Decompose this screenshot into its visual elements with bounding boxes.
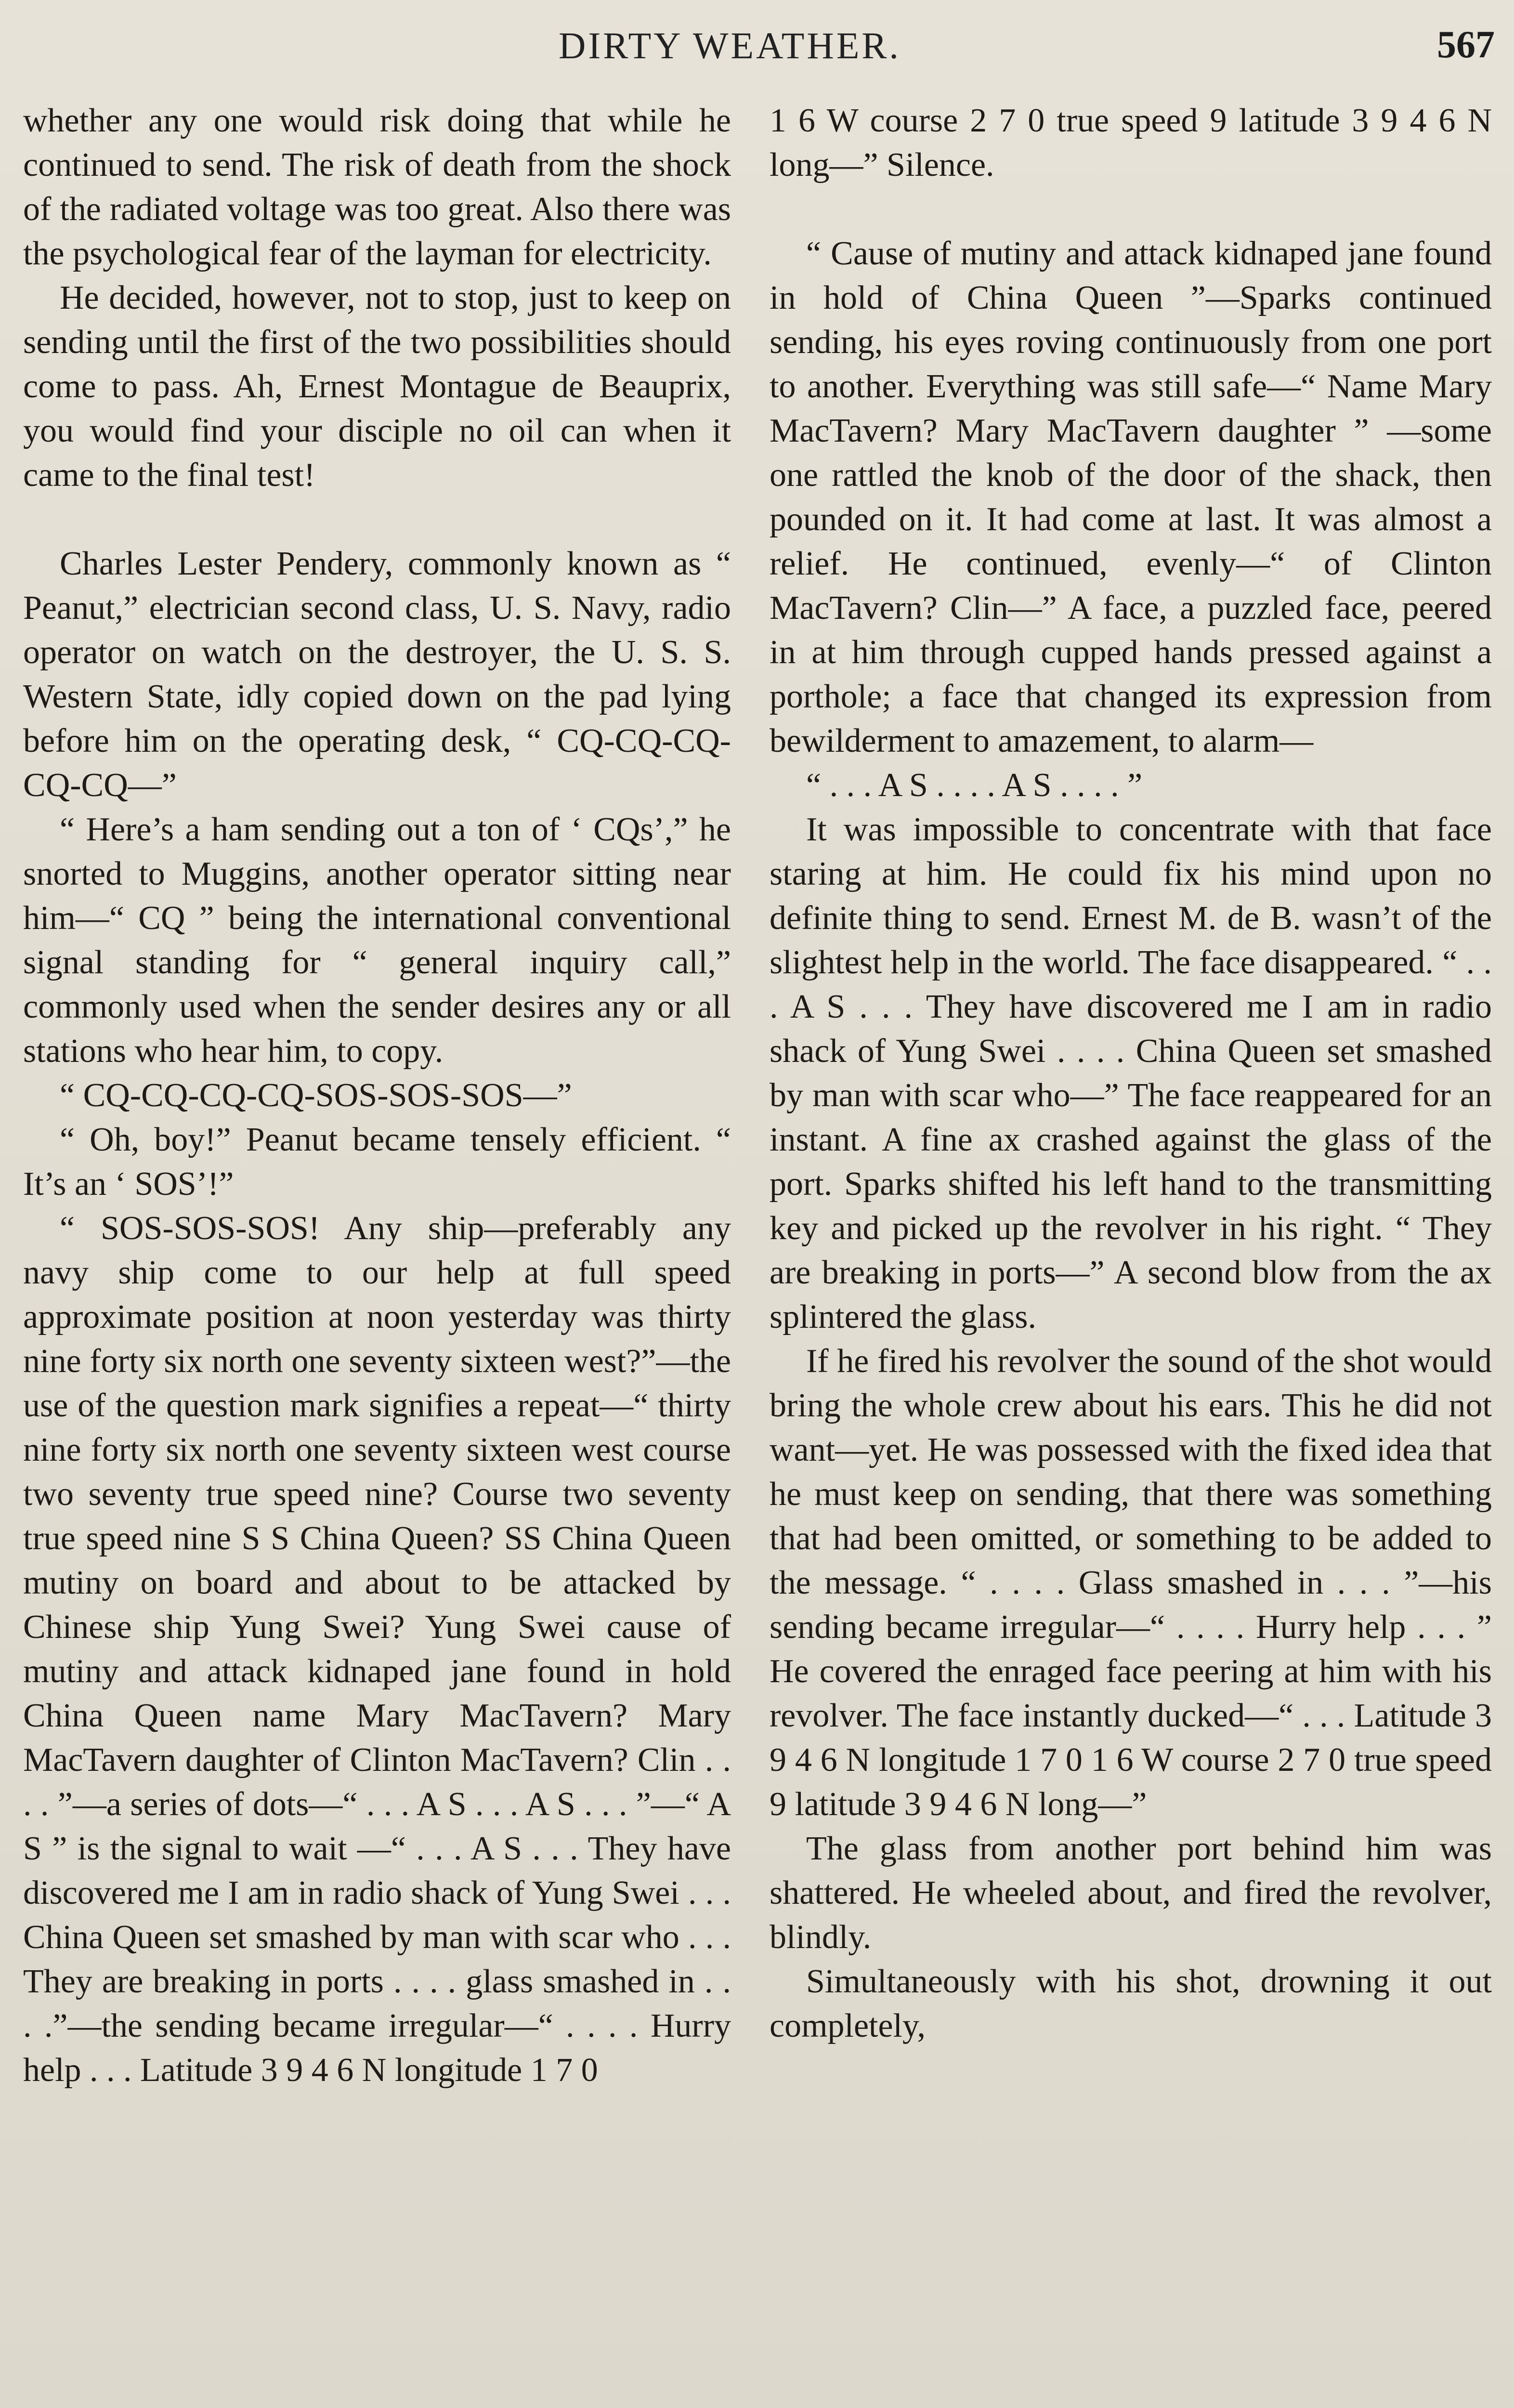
paragraph: 1 6 W course 2 7 0 true speed 9 latitude 3 9 4 6 N long—” Silence. xyxy=(770,102,1492,183)
paragraph: It was impossible to concentrate with that face staring at him. He could fix his mind upon no definite thing to send. Ernest M. de B. wasn’t of the slightest help in the world. The face disappeared. “ . . . A S . . . They have discovered me I am in radio shack of Yung Swei . . . . China Queen set smashed by man with scar who—” The face reappeared for an instant. A fine ax crashed against the glass of the port. Sparks shifted his left hand to the transmitting key and picked up the revolver in his right. “ They are breaking in ports—” A second blow from the ax splintered the glass. xyxy=(770,811,1492,1335)
paragraph: Simultaneously with his shot, drowning it out completely, xyxy=(770,1963,1492,2044)
page-header xyxy=(0,14,1514,72)
paragraph: Charles Lester Pendery, commonly known as “ Peanut,” electrician second class, U. S. Navy, radio operator on watch on the destroyer, the U. S. S. Western State, idly copied down on the pad lying before him on the operating desk, “ CQ-CQ-CQ-CQ-CQ—” xyxy=(23,545,731,804)
page-number: 567 xyxy=(1437,24,1495,66)
paragraph: “ CQ-CQ-CQ-CQ-SOS-SOS-SOS—” xyxy=(60,1077,572,1114)
paragraph: whether any one would risk doing that while he continued to send. The risk of death from the shock of the radiated voltage was too great. Also there was the psychological fear of the layman for electricity. xyxy=(23,102,731,272)
right-column xyxy=(770,99,1492,2048)
paragraph: “ Cause of mutiny and attack kidnaped jane found in hold of China Queen ”—Sparks continued sending, his eyes roving continuously from one port to another. Everything was still safe—“ Name Mary MacTavern? Mary MacTavern daughter ” —some one rattled the knob of the door of the shack, then pounded on it. It had come at last. It was almost a relief. He continued, evenly—“ of Clinton MacTavern? Clin—” A face, a puzzled face, peered in at him through cupped hands pressed against a porthole; a face that changed its expression from bewilderment to amazement, to alarm— xyxy=(770,235,1492,759)
paragraph: “ Oh, boy!” Peanut became tensely efficient. “ It’s an ‘ SOS’!” xyxy=(23,1121,731,1203)
paragraph: If he fired his revolver the sound of the shot would bring the whole crew about his ears. This he did not want—yet. He was possessed with the fixed idea that he must keep on sending, that there was something that had been omitted, or something to be added to the message. “ . . . . Glass smashed in . . . ”—his sending became irregular—“ . . . . Hurry help . . . ” He covered the enraged face peering at him with his revolver. The face instantly ducked—“ . . . Latitude 3 9 4 6 N longitude 1 7 0 1 6 W course 2 7 0 true speed 9 latitude 3 9 4 6 N long—” xyxy=(770,1343,1492,1823)
running-head: DIRTY WEATHER. xyxy=(559,25,901,66)
paragraph: “ SOS-SOS-SOS! Any ship—preferably any navy ship come to our help at full speed approximate position at noon yesterday was thirty nine forty six north one seventy sixteen west?”—the use of the question mark signifies a repeat—“ thirty nine forty six north one seventy sixteen west course two seventy true speed nine? Course two seventy true speed nine S S China Queen? SS China Queen mutiny on board and about to be attacked by Chinese ship Yung Swei? Yung Swei cause of mutiny and attack kidnaped jane found in hold China Queen name Mary MacTavern? Mary MacTavern daughter of Clinton MacTavern? Clin . . . . ”—a series of dots—“ . . . A S . . . A S . . . ”—“ A S ” is the signal to wait —“ . . . A S . . . They have discovered me I am in radio shack of Yung Swei . . . China Queen set smashed by man with scar who . . . They are breaking in ports . . . . glass smashed in . . . .”—the sending became irregular—“ . . . . Hurry help . . . Latitude 3 9 4 6 N longitude 1 7 0 xyxy=(23,1210,731,2089)
paragraph: “ . . . A S . . . . A S . . . . ” xyxy=(806,767,1143,804)
paragraph: The glass from another port behind him was shattered. He wheeled about, and fired the revolver, blindly. xyxy=(770,1830,1492,1956)
paragraph: “ Here’s a ham sending out a ton of ‘ CQs’,” he snorted to Muggins, another operator sitting near him—“ CQ ” being the international conventional signal standing for “ general inquiry call,” commonly used when the sender desires any or all stations who hear him, to copy. xyxy=(23,811,731,1070)
left-column xyxy=(23,99,731,2093)
paragraph: He decided, however, not to stop, just to keep on sending until the first of the two possibilities should come to pass. Ah, Ernest Montague de Beauprix, you would find your disciple no oil can when it came to the final test! xyxy=(23,279,731,494)
